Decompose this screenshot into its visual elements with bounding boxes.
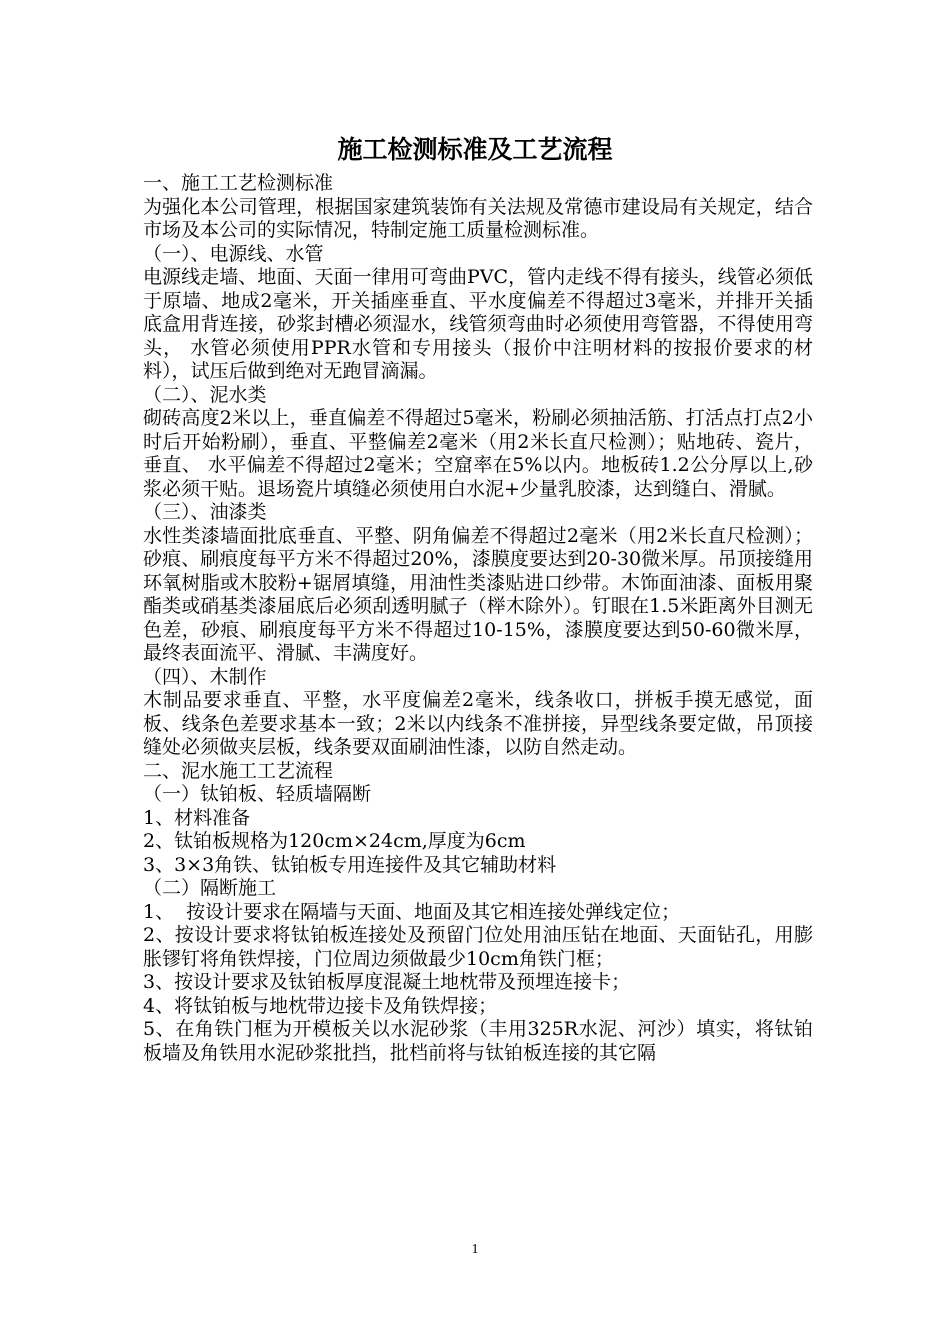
list-item: 3、3×3角铁、钛铂板专用连接件及其它辅助材料 xyxy=(143,853,557,876)
list-item: 1、 按设计要求在隔墙与天面、地面及其它相连接处弹线定位； xyxy=(143,900,681,923)
list-item: 5、在角铁门框为开模板关以水泥砂浆（丰用325R水泥、河沙）填实，将钛铂板墙及角铁用水泥砂浆批挡，批档前将与钛铂板连接的其它隔 xyxy=(143,1018,813,1064)
subsection-heading: （一）钛铂板、轻质墙隔断 xyxy=(143,783,372,805)
paragraph: 电源线走墙、地面、天面一律用可弯曲PVC，管内走线不得有接头，线管必须低于原墙、地成2毫米，开关插座垂直、平水度偏差不得超过3毫米，并排开关插底盒用背连接，砂浆封槽必须湿水，线管须弯曲时必须使用弯管器，不得使用弯头， 水管必须使用PPR水管和专用接头（报价中注明材料的按报价要求的材料），试压后做到绝对无跑冒滴漏。 xyxy=(143,266,813,382)
subsection-heading: （一）、电源线、水管 xyxy=(143,242,324,265)
list-item: 3、按设计要求及钛铂板厚度混凝土地枕带及预埋连接卡； xyxy=(143,971,631,993)
list-item: 2、钛铂板规格为120cm×24cm,厚度为6cm xyxy=(143,830,526,852)
document-body xyxy=(143,172,813,1065)
subsection-heading: （三）、油漆类 xyxy=(143,501,267,523)
list-item: 2、按设计要求将钛铂板连接处及预留门位处用油压钻在地面、天面钻孔，用膨胀镠钉将角铁焊接，门位周边须做最少10cm角铁门框； xyxy=(143,924,813,970)
subsection-heading: （二）、泥水类 xyxy=(143,383,267,406)
section-heading: 一、施工工艺检测标准 xyxy=(143,172,334,194)
list-item: 4、将钛铂板与地枕带边接卡及角铁焊接； xyxy=(143,994,498,1017)
section-heading: 二、泥水施工工艺流程 xyxy=(143,759,334,782)
subsection-heading: （二）隔断施工 xyxy=(143,877,277,899)
paragraph: 木制品要求垂直、平整，水平度偏差2毫米，线条收口，拼板手摸无感觉，面板、线条色差要求基本一致；2米以内线条不准拼接，异型线条要定做，吊顶接缝处必须做夹层板，线条要双面刷油性漆，以防自然走动。 xyxy=(143,689,813,758)
paragraph: 水性类漆墙面批底垂直、平整、阴角偏差不得超过2毫米（用2米长直尺检测）；砂痕、刷痕度每平方米不得超过20%，漆膜度要达到20-30微米厚。吊顶接缝用环氧树脂或木胶粉+锯屑填缝，用油性类漆贴进口纱带。木饰面油漆、面板用聚酯类或硝基类漆届底后必须刮透明腻子（榉木除外）。钉眼在1.5米距离外目测无色差，砂痕、刷痕度每平方米不得超过10-15%，漆膜度要达到50-60微米厚，最终表面流平、滑腻、丰满度好。 xyxy=(143,524,813,664)
subsection-heading: （四）、木制作 xyxy=(143,665,267,688)
document-title: 施工检测标准及工艺流程 xyxy=(337,135,613,164)
page-number: 1 xyxy=(471,1242,479,1257)
list-item: 1、材料准备 xyxy=(143,806,251,829)
paragraph: 砌砖高度2米以上，垂直偏差不得超过5毫米，粉刷必须抽活筋、打活点打点2小时后开始粉刷），垂直、平整偏差2毫米（用2米长直尺检测）；贴地砖、瓷片，垂直、 水平偏差不得超过2毫米；空窟率在5%以内。地板砖1.2公分厚以上,砂浆必须干贴。退场瓷片填缝必须使用白水泥+少量乳胶漆，达到缝白、滑腻。 xyxy=(143,407,813,500)
paragraph: 为强化本公司管理，根据国家建筑装饰有关法规及常德市建设局有关规定，结合市场及本公司的实际情况，特制定施工质量检测标准。 xyxy=(143,195,813,241)
